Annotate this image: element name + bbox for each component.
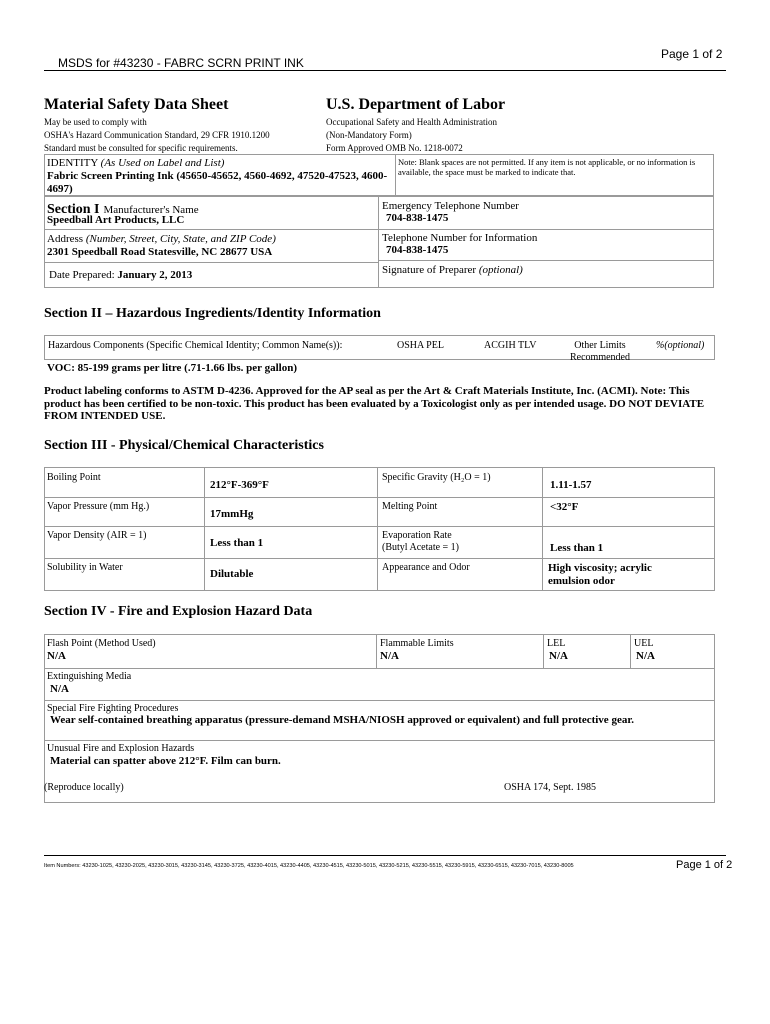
signature-label-text: Signature of Preparer bbox=[382, 264, 477, 276]
section1-title: Section I bbox=[47, 202, 100, 217]
col-divider bbox=[377, 467, 378, 591]
appearance-odor-label: Appearance and Odor bbox=[382, 562, 470, 573]
appearance-odor-line2: emulsion odor bbox=[548, 575, 615, 587]
section1-divider bbox=[378, 260, 714, 261]
extinguishing-media-value: N/A bbox=[50, 683, 69, 695]
title-msds: Material Safety Data Sheet bbox=[44, 96, 229, 113]
col-divider bbox=[543, 634, 544, 668]
address-label bbox=[47, 233, 276, 245]
col-other-limits-line2: Recommended bbox=[570, 352, 630, 363]
vapor-pressure-value: 17mmHg bbox=[210, 508, 254, 520]
address-label-note: (Number, Street, City, State, and ZIP Code) bbox=[85, 233, 276, 245]
row-divider bbox=[44, 668, 715, 669]
col-osha-pel: OSHA PEL bbox=[397, 340, 444, 351]
subtext-line: Occupational Safety and Health Administration bbox=[326, 117, 497, 127]
flammable-limits-label: Flammable Limits bbox=[380, 638, 454, 649]
flammable-limits-value: N/A bbox=[380, 650, 399, 662]
evaporation-rate-value: Less than 1 bbox=[550, 542, 604, 554]
uel-value: N/A bbox=[636, 650, 655, 662]
specific-gravity-value: 1.11-1.57 bbox=[550, 479, 592, 491]
lel-value: N/A bbox=[549, 650, 568, 662]
emergency-value: 704-838-1475 bbox=[386, 212, 449, 224]
osha-form-number: OSHA 174, Sept. 1985 bbox=[504, 782, 596, 793]
blank-space-note: Note: Blank spaces are not permitted. If any item is not applicable, or no information is available, the space must be marked to indicate that. bbox=[398, 157, 696, 177]
signature-label bbox=[382, 264, 523, 276]
identity-value: Fabric Screen Printing Ink (45650-45652, 4560-4692, 47520-47523, 4600-4697) bbox=[47, 170, 388, 195]
lel-label: LEL bbox=[547, 638, 566, 649]
identity-label bbox=[47, 157, 224, 169]
evaporation-rate-line1: Evaporation Rate bbox=[382, 530, 452, 541]
section1-divider bbox=[44, 262, 379, 263]
subtext-line: Form Approved OMB No. 1218-0072 bbox=[326, 143, 463, 153]
title-department: U.S. Department of Labor bbox=[326, 96, 506, 113]
solubility-label: Solubility in Water bbox=[47, 562, 123, 573]
row-divider bbox=[44, 740, 715, 741]
subtext-line: (Non-Mandatory Form) bbox=[326, 130, 412, 140]
header-rule bbox=[44, 70, 726, 71]
reproduce-locally: (Reproduce locally) bbox=[44, 782, 124, 793]
subtext-line: Standard must be consulted for specific requirements. bbox=[44, 143, 238, 153]
header-document-label: MSDS for #43230 - FABRC SCRN PRINT INK bbox=[58, 56, 304, 70]
row-divider bbox=[44, 558, 715, 559]
col-other-limits bbox=[566, 340, 634, 364]
manufacturer-label: Manufacturer's Name bbox=[103, 204, 199, 216]
row-divider bbox=[44, 700, 715, 701]
section4-heading: Section IV - Fire and Explosion Hazard Data bbox=[44, 604, 313, 619]
vapor-density-label: Vapor Density (AIR = 1) bbox=[47, 530, 147, 541]
special-procedures-label: Special Fire Fighting Procedures bbox=[47, 703, 179, 714]
subtext-line: OSHA's Hazard Communication Standard, 29 CFR 1910.1200 bbox=[44, 130, 270, 140]
col-acgih-tlv: ACGIH TLV bbox=[484, 340, 537, 351]
col-divider bbox=[204, 467, 205, 591]
specific-gravity-label: Specific Gravity (H₂O = 1) bbox=[382, 472, 491, 483]
identity-label-text: IDENTITY bbox=[47, 157, 98, 169]
identity-label-note: (As Used on Label and List) bbox=[100, 157, 225, 169]
info-phone-label: Telephone Number for Information bbox=[382, 232, 538, 244]
date-value: January 2, 2013 bbox=[117, 269, 193, 281]
emergency-label: Emergency Telephone Number bbox=[382, 200, 519, 212]
product-labeling-paragraph: Product labeling conforms to ASTM D-4236. Approved for the AP seal as per the Art & Craft Materials Institute, Inc. (ACMI). Note: This product has been certified to be non-toxic. This product has been evaluated by a Toxicologist only as per intended usage. DO NOT DEVIATE FROM INTENDED USE. bbox=[44, 385, 705, 422]
title-left-subtext bbox=[44, 116, 270, 154]
row-divider bbox=[44, 497, 715, 498]
boiling-point-value: 212°F-369°F bbox=[210, 479, 269, 491]
footer-page-number: Page 1 of 2 bbox=[676, 859, 733, 871]
unusual-hazards-label: Unusual Fire and Explosion Hazards bbox=[47, 743, 195, 754]
melting-point-value: <32°F bbox=[550, 501, 579, 513]
address-value: 2301 Speedball Road Statesville, NC 28677 USA bbox=[47, 246, 273, 258]
section1-divider bbox=[378, 229, 714, 230]
col-hazardous-components: Hazardous Components (Specific Chemical Identity; Common Name(s)): bbox=[48, 340, 343, 351]
boiling-point-label: Boiling Point bbox=[47, 472, 101, 483]
evaporation-rate-label bbox=[382, 530, 459, 554]
col-divider bbox=[542, 467, 543, 591]
manufacturer-value: Speedball Art Products, LLC bbox=[47, 214, 185, 226]
melting-point-label: Melting Point bbox=[382, 501, 438, 512]
header-page-number: Page 1 of 2 bbox=[661, 47, 723, 61]
appearance-odor-line1: High viscosity; acrylic bbox=[548, 562, 652, 574]
flash-point-label: Flash Point (Method Used) bbox=[47, 638, 156, 649]
row-divider bbox=[44, 526, 715, 527]
info-phone-value: 704-838-1475 bbox=[386, 244, 449, 256]
footer-rule bbox=[44, 855, 726, 856]
col-percent: %(optional) bbox=[656, 340, 705, 351]
subtext-line: May be used to comply with bbox=[44, 117, 147, 127]
section3-heading: Section III - Physical/Chemical Characteristics bbox=[44, 438, 324, 453]
evaporation-rate-line2: (Butyl Acetate = 1) bbox=[382, 542, 460, 553]
address-label-text: Address bbox=[47, 233, 84, 245]
section1-divider bbox=[44, 229, 379, 230]
solubility-value: Dilutable bbox=[210, 568, 254, 580]
vapor-density-value: Less than 1 bbox=[210, 537, 264, 549]
flash-point-value: N/A bbox=[47, 650, 66, 662]
vapor-pressure-label: Vapor Pressure (mm Hg.) bbox=[47, 501, 150, 512]
special-procedures-value: Wear self-contained breathing apparatus (pressure-demand MSHA/NIOSH approved or equivalent) and full protective gear. bbox=[50, 714, 634, 726]
appearance-odor-value bbox=[548, 562, 652, 588]
signature-label-note: (optional) bbox=[478, 264, 523, 276]
uel-label: UEL bbox=[634, 638, 654, 649]
title-right-subtext bbox=[326, 116, 497, 154]
col-divider bbox=[376, 634, 377, 668]
item-numbers: Item Numbers: 43230-1025, 43230-2025, 43230-3015, 43230-3145, 43230-3725, 43230-4015, 43230-4405, 43230-4515, 43230-5015, 43230-5215, 43230-5515, 43230-5915, 43230-6515, 43230-7015, 43230-8005 bbox=[44, 863, 574, 869]
extinguishing-media-label: Extinguishing Media bbox=[47, 671, 132, 682]
voc-statement: VOC: 85-199 grams per litre (.71-1.66 lbs. per gallon) bbox=[47, 362, 298, 374]
date-label: Date Prepared: bbox=[49, 269, 115, 281]
section2-heading: Section II – Hazardous Ingredients/Identity Information bbox=[44, 306, 381, 321]
unusual-hazards-value: Material can spatter above 212°F. Film can burn. bbox=[50, 755, 281, 767]
col-other-limits-line1: Other Limits bbox=[574, 340, 626, 351]
col-divider bbox=[630, 634, 631, 668]
date-prepared bbox=[49, 269, 192, 281]
